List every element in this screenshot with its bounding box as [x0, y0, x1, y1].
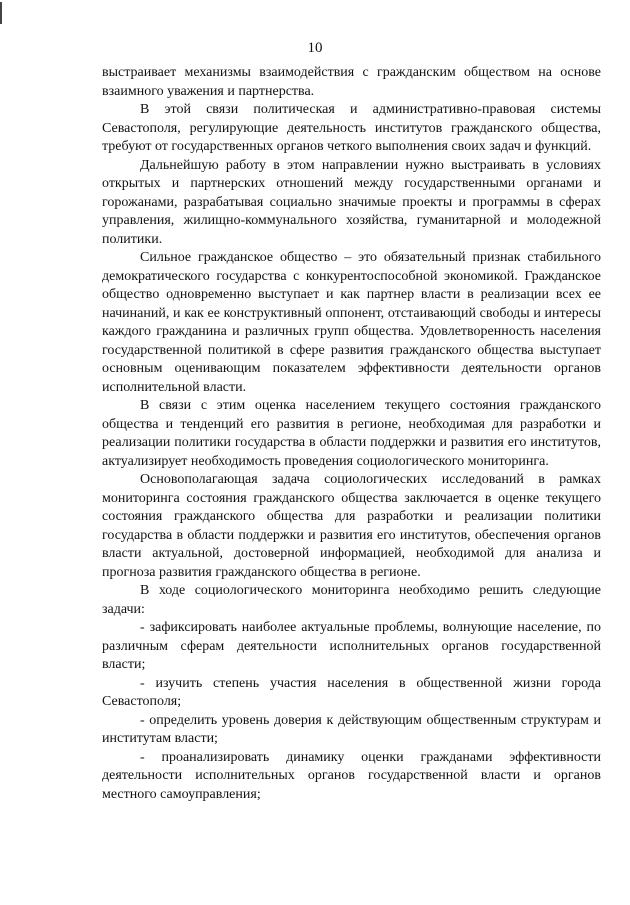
- paragraph-continuation: выстраивает механизмы взаимодействия с гражданским обществом на основе взаимного уважения и партнерства.: [102, 65, 601, 99]
- paragraph-tasks-intro: В ходе социологического мониторинга необходимо решить следующие задачи:: [102, 583, 601, 617]
- paragraph-legal-systems: В этой связи политическая и административно-правовая системы Севастополя, регулирующие деятельность институтов гражданского общества, требуют от государственных органов четкого выполнения своих задач и функций.: [102, 102, 601, 154]
- paragraph-strong-civil-society: Сильное гражданское общество – это обязательный признак стабильного демократического государства с конкурентоспособной экономикой. Гражданское общество одновременно выступает и как партнер власти в реализации всех ее начинаний, и как ее конструктивный оппонент, отстаивающий свободы и интересы каждого гражданина и различных групп общества. Удовлетворенность населения государственной политикой в сфере развития гражданского общества выступает основным оценивающим показателем эффективности деятельности органов исполнительной власти.: [102, 250, 601, 395]
- paragraph-population-assessment: В связи с этим оценка населением текущего состояния гражданского общества и тенденций его развития в регионе, необходимая для разработки и реализации политики государства в области поддержки и развития его институтов, актуализирует необходимость проведения социологического мониторинга.: [102, 398, 601, 469]
- task-item: - изучить степень участия населения в общественной жизни города Севастополя;: [102, 675, 601, 709]
- task-item: - определить уровень доверия к действующим общественным структурам и институтам власти;: [102, 712, 601, 746]
- paragraph-further-work: Дальнейшую работу в этом направлении нужно выстраивать в условиях открытых и партнерских отношений между государственными органами и горожанами, разрабатывая социально значимые проекты и программы в сферах управления, жилищно-коммунального хозяйства, гуманитарной и молодежной политики.: [102, 157, 601, 247]
- task-item: - зафиксировать наиболее актуальные проблемы, волнующие население, по различным сферам деятельности исполнительных органов государственной власти;: [102, 620, 601, 672]
- document-body: [102, 64, 601, 804]
- paragraph-research-objective: Основополагающая задача социологических исследований в рамках мониторинга состояния гражданского общества заключается в оценке текущего состояния гражданского общества для разработки и реализации политики государства в области поддержки и развития его институтов, обеспечения органов власти актуальной, достоверной информацией, необходимой для анализа и прогноза развития гражданского общества в регионе.: [102, 472, 601, 580]
- scan-edge-mark: [0, 2, 2, 24]
- page-number: 10: [307, 40, 323, 56]
- task-item: - проанализировать динамику оценки гражданами эффективности деятельности исполнительных органов государственной власти и органов местного самоуправления;: [102, 749, 601, 802]
